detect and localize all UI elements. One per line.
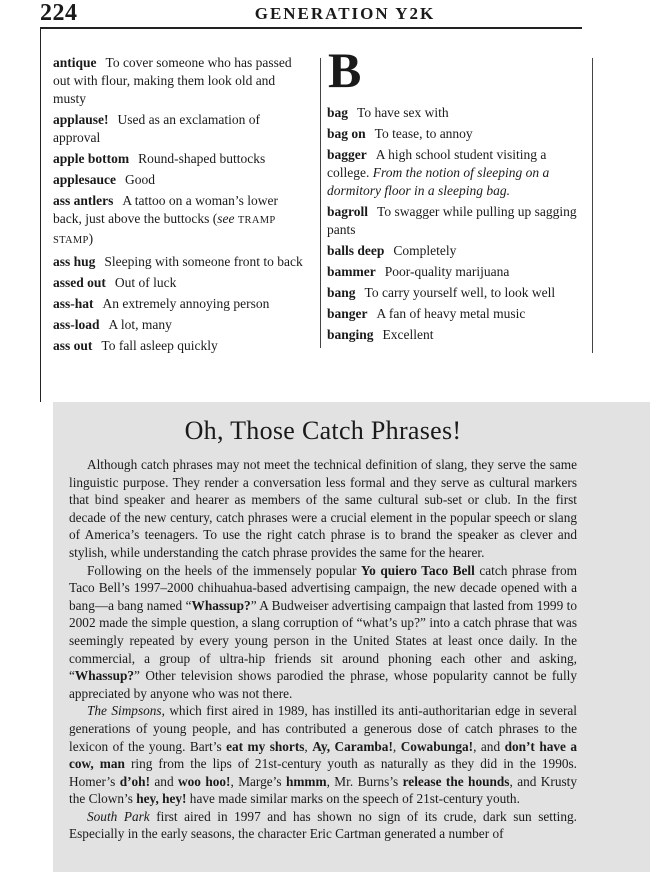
entry-term: applause! bbox=[53, 112, 109, 127]
entry-definition: A lot, many bbox=[108, 317, 172, 332]
glossary-column-left bbox=[53, 54, 308, 358]
glossary-entry bbox=[327, 203, 577, 239]
entry-term: ass-hat bbox=[53, 296, 94, 311]
entry-definition: To carry yourself well, to look well bbox=[364, 285, 556, 300]
glossary-entry bbox=[327, 326, 577, 344]
entry-definition: Out of luck bbox=[114, 275, 177, 290]
header-rule bbox=[40, 27, 582, 29]
entry-term: antique bbox=[53, 55, 97, 70]
glossary-entry bbox=[53, 192, 308, 250]
entry-definition: Sleeping with someone front to back bbox=[104, 254, 303, 269]
catch-phrases-sidebar bbox=[53, 402, 650, 872]
paragraph: The Simpsons, which first aired in 1989, has instilled its anti-authoritarian edge in several generations of young people, and has contributed a generous dose of catch phrases to the lexicon of the young. Bart’s eat my shorts, Ay, Caramba!, Cowabunga!, and don’t have a cow, man ring from the lips of 21st-century youth as naturally as they did in the 1990s. Homer’s d’oh! and woo hoo!, Marge’s hmmm, Mr. Burns’s release the hounds, and Krusty the Clown’s hey, hey! have made similar marks on the speech of 21st-century youth. bbox=[69, 703, 578, 807]
entry-term: ass-load bbox=[53, 317, 100, 332]
left-margin-rule bbox=[40, 27, 41, 402]
entry-definition: A tattoo on a woman’s lower back, just above the buttocks ( bbox=[53, 193, 278, 226]
glossary-entry bbox=[327, 104, 577, 122]
entry-definition: A high school student visiting a college. bbox=[327, 147, 547, 180]
glossary-entry bbox=[327, 305, 577, 323]
glossary-entry bbox=[327, 146, 577, 200]
catch-phrase: woo hoo! bbox=[178, 773, 231, 789]
entry-definition: An extremely annoying person bbox=[102, 296, 270, 311]
glossary-entry bbox=[327, 242, 577, 260]
glossary-entry bbox=[53, 253, 308, 271]
glossary-entry bbox=[53, 316, 308, 334]
catch-phrase: Ay, Caramba! bbox=[312, 738, 393, 754]
paragraph: South Park first aired in 1997 and has shown no sign of its crude, dark sun setting. Especially in the early seasons, the character Eric Cartman generated a number of bbox=[69, 808, 577, 842]
catch-phrase: hey, hey! bbox=[136, 791, 187, 807]
catch-phrase: Yo quiero Taco Bell bbox=[361, 562, 475, 578]
page-number: 224 bbox=[40, 0, 78, 26]
show-title: South Park bbox=[87, 808, 150, 824]
glossary-column-right bbox=[327, 104, 577, 347]
entry-definition: Good bbox=[125, 172, 156, 187]
sidebar-body bbox=[69, 456, 577, 843]
glossary-entry bbox=[53, 295, 308, 313]
catch-phrase: d’oh! bbox=[119, 773, 150, 789]
entry-term: bammer bbox=[327, 264, 376, 279]
entry-term: bagger bbox=[327, 147, 367, 162]
entry-term: bag bbox=[327, 105, 349, 120]
entry-term: balls deep bbox=[327, 243, 385, 258]
entry-etymology-note: From the notion of sleeping on a dormitory floor in a sleeping bag. bbox=[327, 165, 550, 198]
entry-term: bang bbox=[327, 285, 356, 300]
catch-phrase: don’t have a cow, man bbox=[69, 738, 578, 772]
entry-definition: Excellent bbox=[382, 327, 434, 342]
paragraph: Following on the heels of the immensely popular Yo quiero Taco Bell catch phrase from Taco Bell’s 1997–2000 chihuahua-based advertising campaign, the new decade opened with a bang—a bang named “Whassup?” A Budweiser advertising campaign that lasted from 1999 to 2002 made the simple question, a slang corruption of “what’s up?” into a catch phrase that was seemingly repeated by every young person in the United States at least once daily. In the commercial, a group of ultra-hip friends sit around phoning each other and asking, “Whassup?” Other television shows parodied the phrase, whose popularity cannot be fully appreciated by anyone who was not there. bbox=[69, 562, 577, 701]
entry-term: apple bottom bbox=[53, 151, 130, 166]
catch-phrase: Whassup? bbox=[191, 597, 251, 613]
glossary-entry bbox=[327, 284, 577, 302]
entry-term: ass out bbox=[53, 338, 93, 353]
cross-reference: TRAMP STAMP bbox=[53, 215, 276, 246]
entry-term: bag on bbox=[327, 126, 366, 141]
glossary-entry bbox=[53, 337, 308, 355]
closing-paren: ) bbox=[88, 231, 94, 246]
entry-definition: Completely bbox=[393, 243, 457, 258]
column-divider bbox=[320, 58, 321, 348]
entry-definition: To cover someone who has passed out with flour, making them look old and musty bbox=[53, 55, 292, 106]
see-word: see bbox=[217, 211, 235, 226]
glossary-entry bbox=[53, 150, 308, 168]
glossary-entry bbox=[53, 171, 308, 189]
catch-phrase: Cowabunga! bbox=[400, 738, 474, 754]
glossary-entry bbox=[327, 125, 577, 143]
running-title: GENERATION Y2K bbox=[254, 4, 436, 23]
entry-definition: Round-shaped buttocks bbox=[138, 151, 266, 166]
entry-term: applesauce bbox=[53, 172, 117, 187]
entry-term: assed out bbox=[53, 275, 106, 290]
entry-term: ass antlers bbox=[53, 193, 114, 208]
sidebar-title: Oh, Those Catch Phrases! bbox=[184, 416, 462, 445]
paragraph: Although catch phrases may not meet the technical definition of slang, they serve the same linguistic purpose. They render a conversation less formal and they serve as cultural markers that bind speaker and hearer as members of the same cultural sub-set or club. In the first decade of the new century, catch phrases were a crucial element in the popular speech or slang of America’s teenagers. To use the right catch phrase is to brand the speaker as clever and stylish, while understanding the catch phrase provides the same for the hearer. bbox=[69, 457, 577, 560]
glossary-entry bbox=[53, 274, 308, 292]
entry-definition: Used as an exclamation of approval bbox=[53, 112, 260, 145]
right-margin-rule bbox=[592, 58, 593, 353]
entry-term: bagroll bbox=[327, 204, 369, 219]
section-letter: B bbox=[328, 42, 362, 98]
show-title: The Simpsons bbox=[87, 703, 162, 719]
entry-term: banging bbox=[327, 327, 374, 342]
glossary-entry bbox=[327, 263, 577, 281]
entry-definition: To fall asleep quickly bbox=[101, 338, 218, 353]
glossary-entry bbox=[53, 54, 308, 108]
glossary-entry bbox=[53, 111, 308, 147]
catch-phrase: release the hounds bbox=[402, 773, 510, 789]
catch-phrase: eat my shorts bbox=[226, 738, 305, 754]
entry-definition: To have sex with bbox=[357, 105, 449, 120]
catch-phrase: hmmm bbox=[285, 773, 327, 789]
entry-definition: Poor-quality marijuana bbox=[384, 264, 510, 279]
entry-definition: A fan of heavy metal music bbox=[376, 306, 526, 321]
entry-term: banger bbox=[327, 306, 368, 321]
entry-term: ass hug bbox=[53, 254, 96, 269]
catch-phrase: Whassup? bbox=[74, 668, 135, 684]
entry-definition: To tease, to annoy bbox=[374, 126, 473, 141]
entry-definition: To swagger while pulling up sagging pants bbox=[327, 204, 577, 237]
